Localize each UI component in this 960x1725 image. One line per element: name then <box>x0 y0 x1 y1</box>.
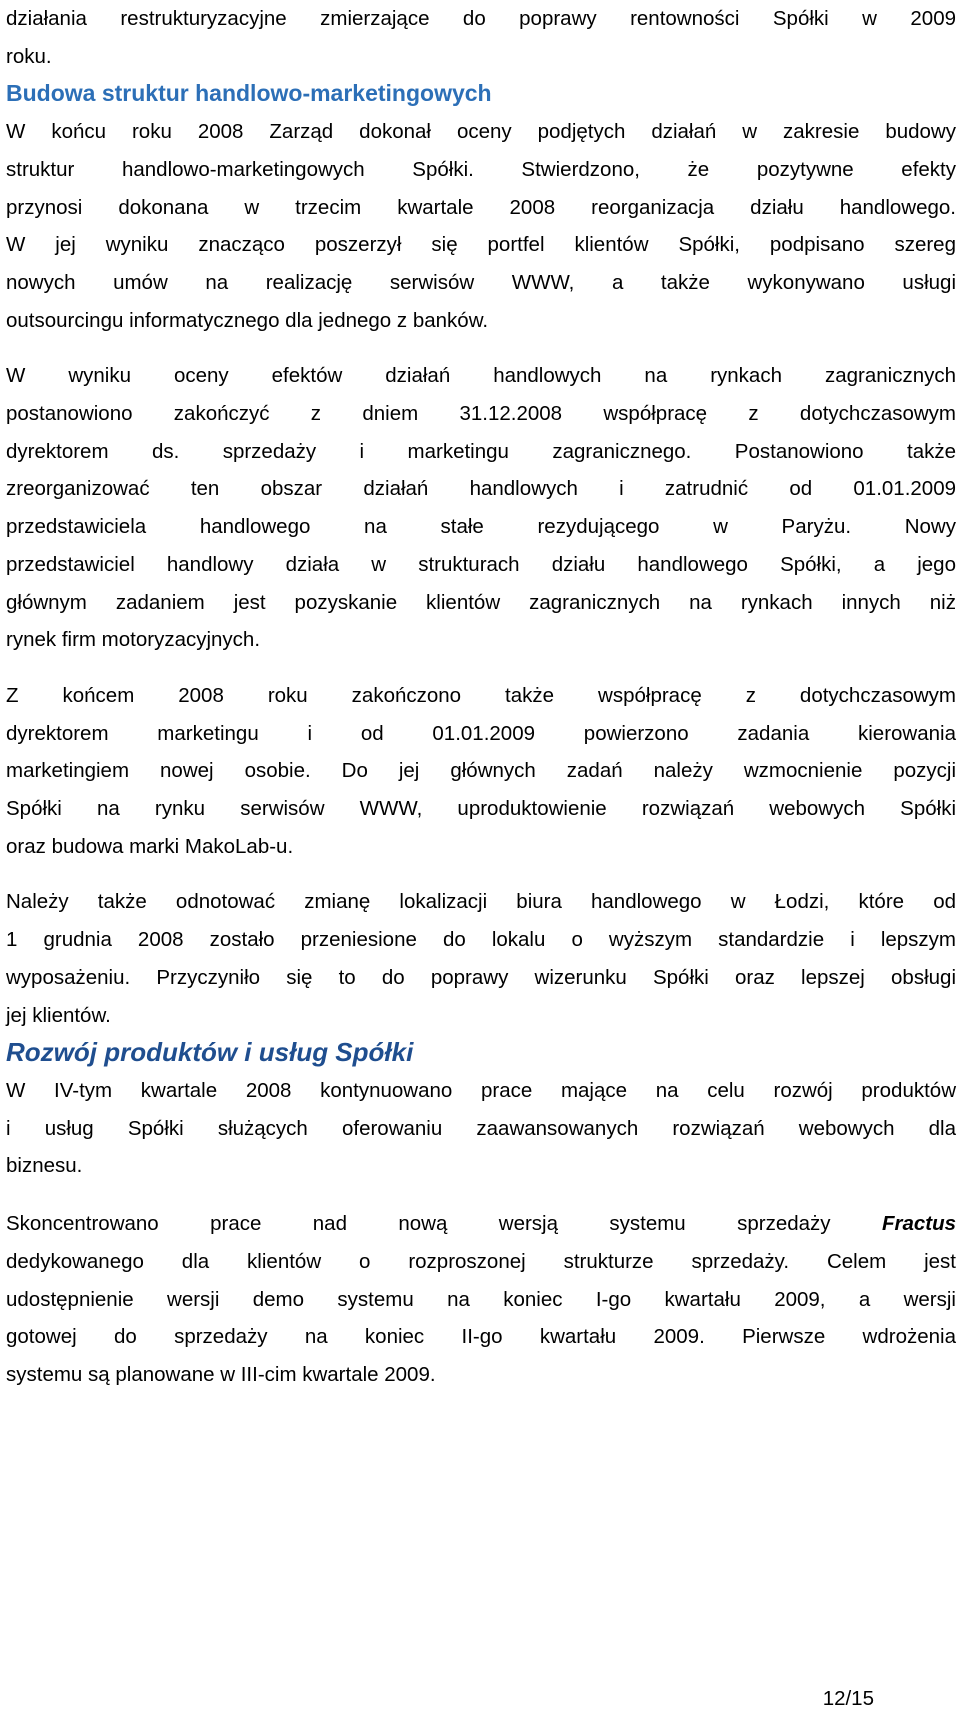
text-line: nowych umów na realizację serwisów WWW, a także wykonywano usługi <box>6 270 956 294</box>
paragraph-sales-evaluation <box>6 113 956 339</box>
text-line: i usług Spółki służących oferowaniu zaawansowanych rozwiązań webowych dla <box>6 1116 956 1140</box>
text-line: Spółki na rynku serwisów WWW, uproduktowienie rozwiązań webowych Spółki <box>6 797 956 821</box>
section-heading-sales-structures: Budowa struktur handlowo-marketingowych <box>6 80 492 107</box>
text-line: głównym zadaniem jest pozyskanie klientów zagranicznych na rynkach innych niż <box>6 590 956 614</box>
text-line: dedykowanego dla klientów o rozproszonej strukturze sprzedaży. Celem jest <box>6 1249 956 1273</box>
product-name-emphasis: Fractus <box>881 1212 956 1236</box>
text-line: W wyniku oceny efektów działań handlowych na rynkach zagranicznych <box>6 364 956 388</box>
text-line: roku. <box>6 44 52 68</box>
text-line: Z końcem 2008 roku zakończono także współpracę z dotychczasowym <box>6 683 956 707</box>
text-line: działania restrukturyzacyjne zmierzające do poprawy rentowności Spółki w 2009 <box>6 7 956 30</box>
intro-paragraph <box>6 0 956 75</box>
text-line: Należy także odnotować zmianę lokalizacji biura handlowego w Łodzi, które od <box>6 890 956 914</box>
paragraph-office-relocation <box>6 883 956 1034</box>
text-line: systemu są planowane w III-cim kwartale 2009. <box>6 1362 436 1386</box>
text-line: rynek firm motoryzacyjnych. <box>6 628 261 652</box>
text-line: W IV-tym kwartale 2008 kontynuowano prace mające na celu rozwój produktów <box>6 1078 956 1102</box>
text-line: 1 grudnia 2008 zostało przeniesione do lokalu o wyższym standardzie i lepszym <box>6 928 956 952</box>
text-line <box>6 1205 956 1243</box>
text-line: biznesu. <box>6 1154 83 1178</box>
text-line: dyrektorem ds. sprzedaży i marketingu zagranicznego. Postanowiono także <box>6 439 956 463</box>
text-line: wyposażeniu. Przyczyniło się to do poprawy wizerunku Spółki oraz lepszej obsługi <box>6 965 956 989</box>
text-line: postanowiono zakończyć z dniem 31.12.2008 współpracę z dotychczasowym <box>6 402 956 426</box>
text-line: gotowej do sprzedaży na koniec II-go kwartału 2009. Pierwsze wdrożenia <box>6 1325 956 1349</box>
paragraph-fractus-system <box>6 1205 956 1394</box>
text-line: W końcu roku 2008 Zarząd dokonał oceny podjętych działań w zakresie budowy <box>6 120 956 144</box>
section-heading-product-development: Rozwój produktów i usług Spółki <box>6 1037 414 1068</box>
paragraph-q4-development <box>6 1072 956 1185</box>
paragraph-marketing-director <box>6 677 956 866</box>
text-line: outsourcingu informatycznego dla jednego z banków. <box>6 308 489 332</box>
text-line: przedstawiciel handlowy działa w strukturach działu handlowego Spółki, a jego <box>6 552 956 576</box>
text-line: przynosi dokonana w trzecim kwartale 2008 reorganizacja działu handlowego. <box>6 195 956 219</box>
text-line: W jej wyniku znacząco poszerzył się portfel klientów Spółki, podpisano szereg <box>6 233 956 257</box>
page-number: 12/15 <box>822 1687 874 1710</box>
paragraph-foreign-markets <box>6 357 956 659</box>
text-line: marketingiem nowej osobie. Do jej głównych zadań należy wzmocnienie pozycji <box>6 759 956 783</box>
text-line: jej klientów. <box>6 1003 111 1027</box>
text-line: oraz budowa marki MakoLab-u. <box>6 834 294 858</box>
text-line: przedstawiciela handlowego na stałe rezydującego w Paryżu. Nowy <box>6 515 956 539</box>
document-page <box>6 0 956 1394</box>
text-span: Skoncentrowano prace nad nową wersją systemu sprzedaży <box>6 1212 831 1236</box>
text-line: udostępnienie wersji demo systemu na koniec I-go kwartału 2009, a wersji <box>6 1287 956 1311</box>
text-line: zreorganizować ten obszar działań handlowych i zatrudnić od 01.01.2009 <box>6 477 956 501</box>
text-line: dyrektorem marketingu i od 01.01.2009 powierzono zadania kierowania <box>6 721 956 745</box>
text-line: struktur handlowo-marketingowych Spółki. Stwierdzono, że pozytywne efekty <box>6 157 956 181</box>
